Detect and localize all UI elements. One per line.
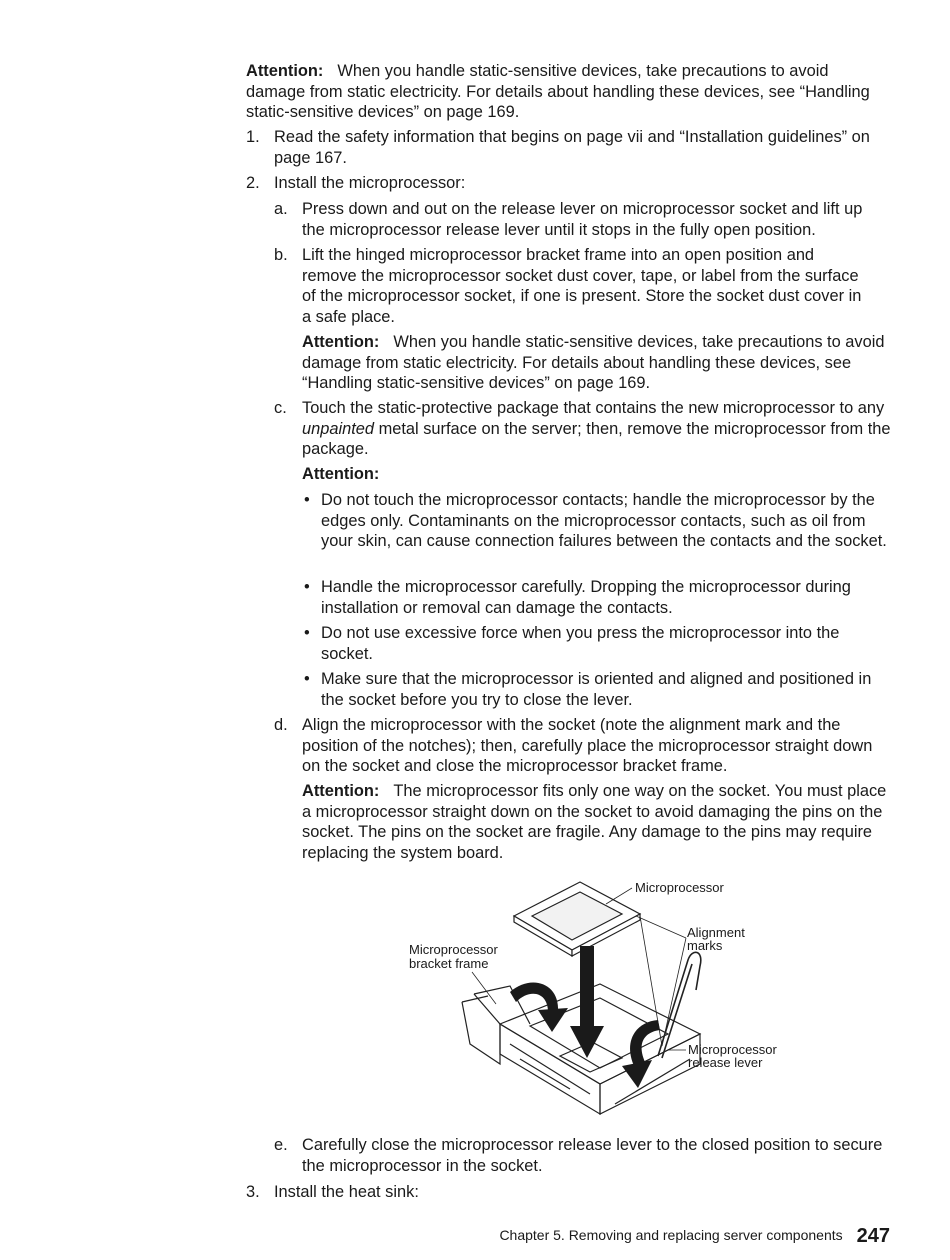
label-bracket-1: Microprocessor <box>409 942 498 957</box>
socket-illustration <box>500 984 700 1114</box>
down-arrow-icon <box>570 946 604 1058</box>
label-bracket-2: bracket frame <box>409 956 489 971</box>
page-number: 247 <box>856 1225 890 1247</box>
step-number: 3. <box>246 1183 260 1201</box>
bullet-text: Make sure that the microprocessor is oriented and aligned and positioned in the socket before you try to close the lever. <box>321 670 872 709</box>
substep-letter: e. <box>274 1136 288 1154</box>
substep-text: Align the microprocessor with the socket (note the alignment mark and the position of the notches); then, carefully place the microprocessor straight down on the socket and close the microprocessor bracket frame. <box>302 716 873 775</box>
substep-text <box>302 398 897 460</box>
bullet-icon: • <box>304 491 310 509</box>
microprocessor-chip-illustration <box>514 882 640 956</box>
substep-text: Press down and out on the release lever on microprocessor socket and lift up the microprocessor release lever until it stops in the fully open position. <box>302 200 863 239</box>
substep-text: Carefully close the microprocessor release lever to the closed position to secure the microprocessor in the socket. <box>302 1136 883 1175</box>
substep-letter: d. <box>274 716 288 734</box>
attention-label: Attention: <box>302 333 380 351</box>
substep-c-emphasis: unpainted <box>302 419 375 438</box>
bullet-icon: • <box>304 578 310 596</box>
microprocessor-installation-figure <box>400 874 800 1124</box>
label-alignment-2: marks <box>687 938 723 953</box>
substep-letter: a. <box>274 200 288 218</box>
attention-text: When you handle static-sensitive devices, take precautions to avoid damage from static electricity. For details about handling these devices, see “Handling static-sensitive devices” on page 169. <box>246 62 870 121</box>
bullet-text: Do not use excessive force when you press the microprocessor into the socket. <box>321 624 840 663</box>
bullet-icon: • <box>304 670 310 688</box>
substep-letter: b. <box>274 246 288 264</box>
substep-text: Lift the hinged microprocessor bracket frame into an open position and remove the microprocessor socket dust cover, tape, or label from the surface of the microprocessor socket, if one is present. Store the socket dust cover in a safe place. <box>302 246 862 326</box>
step-text: Install the microprocessor: <box>274 174 466 192</box>
label-lever-1: Microprocessor <box>688 1042 777 1057</box>
footer-chapter: Chapter 5. Removing and replacing server components <box>499 1227 843 1243</box>
attention-text: When you handle static-sensitive devices, take precautions to avoid damage from static electricity. For details about handling these devices, see “Handling static-sensitive devices” on page 169. <box>302 333 885 392</box>
substep-c-text-post: metal surface on the server; then, remove the microprocessor from the package. <box>302 419 891 458</box>
step-text: Read the safety information that begins on page vii and “Installation guidelines” on page 167. <box>274 128 870 167</box>
step-number: 1. <box>246 128 260 146</box>
label-microprocessor: Microprocessor <box>635 880 724 895</box>
page-footer <box>499 1224 890 1246</box>
bullet-text: Do not touch the microprocessor contacts; handle the microprocessor by the edges only. Contaminants on the microprocessor contacts, such as oil from your skin, can cause connection failures between the contacts and the socket. <box>321 491 887 550</box>
attention-label: Attention: <box>302 782 380 800</box>
label-alignment-1: Alignment <box>687 925 745 940</box>
substep-b-attention <box>302 332 892 394</box>
step-text: Install the heat sink: <box>274 1183 419 1201</box>
substep-c-text-pre: Touch the static-protective package that contains the new microprocessor to any <box>302 399 885 417</box>
step-number: 2. <box>246 174 260 192</box>
bullet-text: Handle the microprocessor carefully. Dropping the microprocessor during installation or removal can damage the contacts. <box>321 578 851 617</box>
attention-text: The microprocessor fits only one way on the socket. You must place a microprocessor straight down on the socket to avoid damaging the pins on the socket. The pins on the socket are fragile. Any damage to the pins may require replacing the system board. <box>302 782 887 862</box>
substep-d-attention <box>302 781 892 863</box>
attention-label: Attention: <box>246 62 324 80</box>
label-lever-2: release lever <box>688 1055 763 1070</box>
curved-arrow-left-icon <box>510 982 568 1032</box>
substep-c-attention-label: Attention: <box>302 465 380 483</box>
substep-letter: c. <box>274 399 287 417</box>
intro-attention <box>246 61 886 123</box>
bullet-icon: • <box>304 624 310 642</box>
